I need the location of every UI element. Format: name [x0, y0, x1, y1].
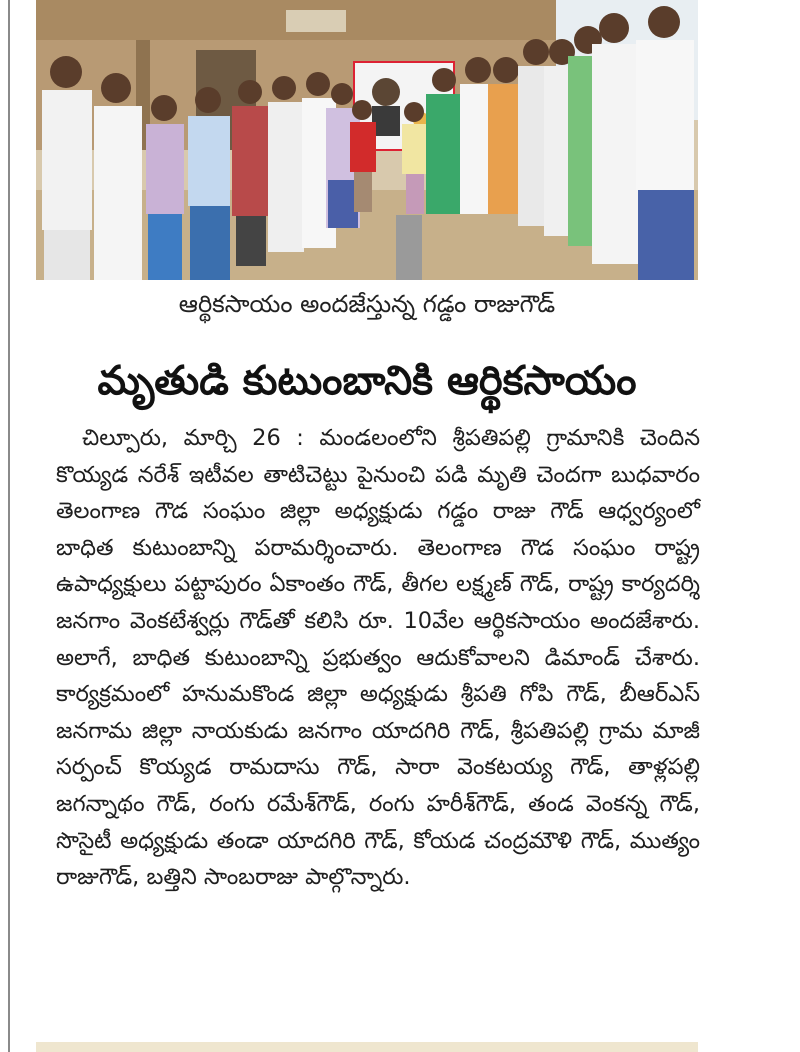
- next-article-edge: [36, 1042, 698, 1052]
- group-photo-illustration: [36, 0, 698, 280]
- article-body: చిల్పూరు, మార్చి 26 : మండలంలోని శ్రీపతిపల్లి గ్రామానికి చెందిన కొయ్యడ నరేశ్ ఇటీవల తాటిచెట్టు పైనుంచి పడి మృతి చెందగా బుధవారం తెలంగాణ గౌడ సంఘం జిల్లా అధ్యక్షుడు గడ్డం రాజు గౌడ్ ఆధ్వర్యంలో బాధిత కుటుంబాన్ని పరామర్శించారు. తెలంగాణ గౌడ సంఘం రాష్ట్ర ఉపాధ్యక్షులు పట్టాపురం ఏకాంతం గౌడ్, తీగల లక్ష్మణ్ గౌడ్, రాష్ట్ర కార్యదర్శి జనగాం వెంకటేశ్వర్లు గౌడ్‌తో కలిసి రూ. 10వేల ఆర్థికసాయం అందజేశారు. అలాగే, బాధిత కుటుంబాన్ని ప్రభుత్వం ఆదుకోవాలని డిమాండ్ చేశారు. కార్యక్రమంలో హనుమకొండ జిల్లా అధ్యక్షుడు శ్రీపతి గోపి గౌడ్, బీఆర్ఎస్ జనగామ జిల్లా నాయకుడు జనగాం యాదగిరి గౌడ్, శ్రీపతిపల్లి గ్రామ మాజీ సర్పంచ్ కొయ్యడ రామదాసు గౌడ్, సారా వెంకటయ్య గౌడ్, తాళ్లపల్లి జగన్నాథం గౌడ్, రంగు రమేశ్‌గౌడ్, రంగు హరీశ్‌గౌడ్, తండ వెంకన్న గౌడ్, సొసైటీ అధ్యక్షుడు తండా యాదగిరి గౌడ్, కోయడ చంద్రమౌళి గౌడ్, ముత్యం రాజుగౌడ్, బత్తిని సాంబరాజు పాల్గొన్నారు.: [56, 425, 700, 891]
- column-rule: [8, 0, 10, 1052]
- portrait-banner-icon: [372, 78, 400, 106]
- news-photo: [36, 0, 698, 280]
- photo-caption: ఆర్థికసాయం అందజేస్తున్న గడ్డం రాజుగౌడ్: [178, 290, 556, 318]
- article-headline: మృతుడి కుటుంబానికి ఆర్థికసాయం: [97, 358, 637, 404]
